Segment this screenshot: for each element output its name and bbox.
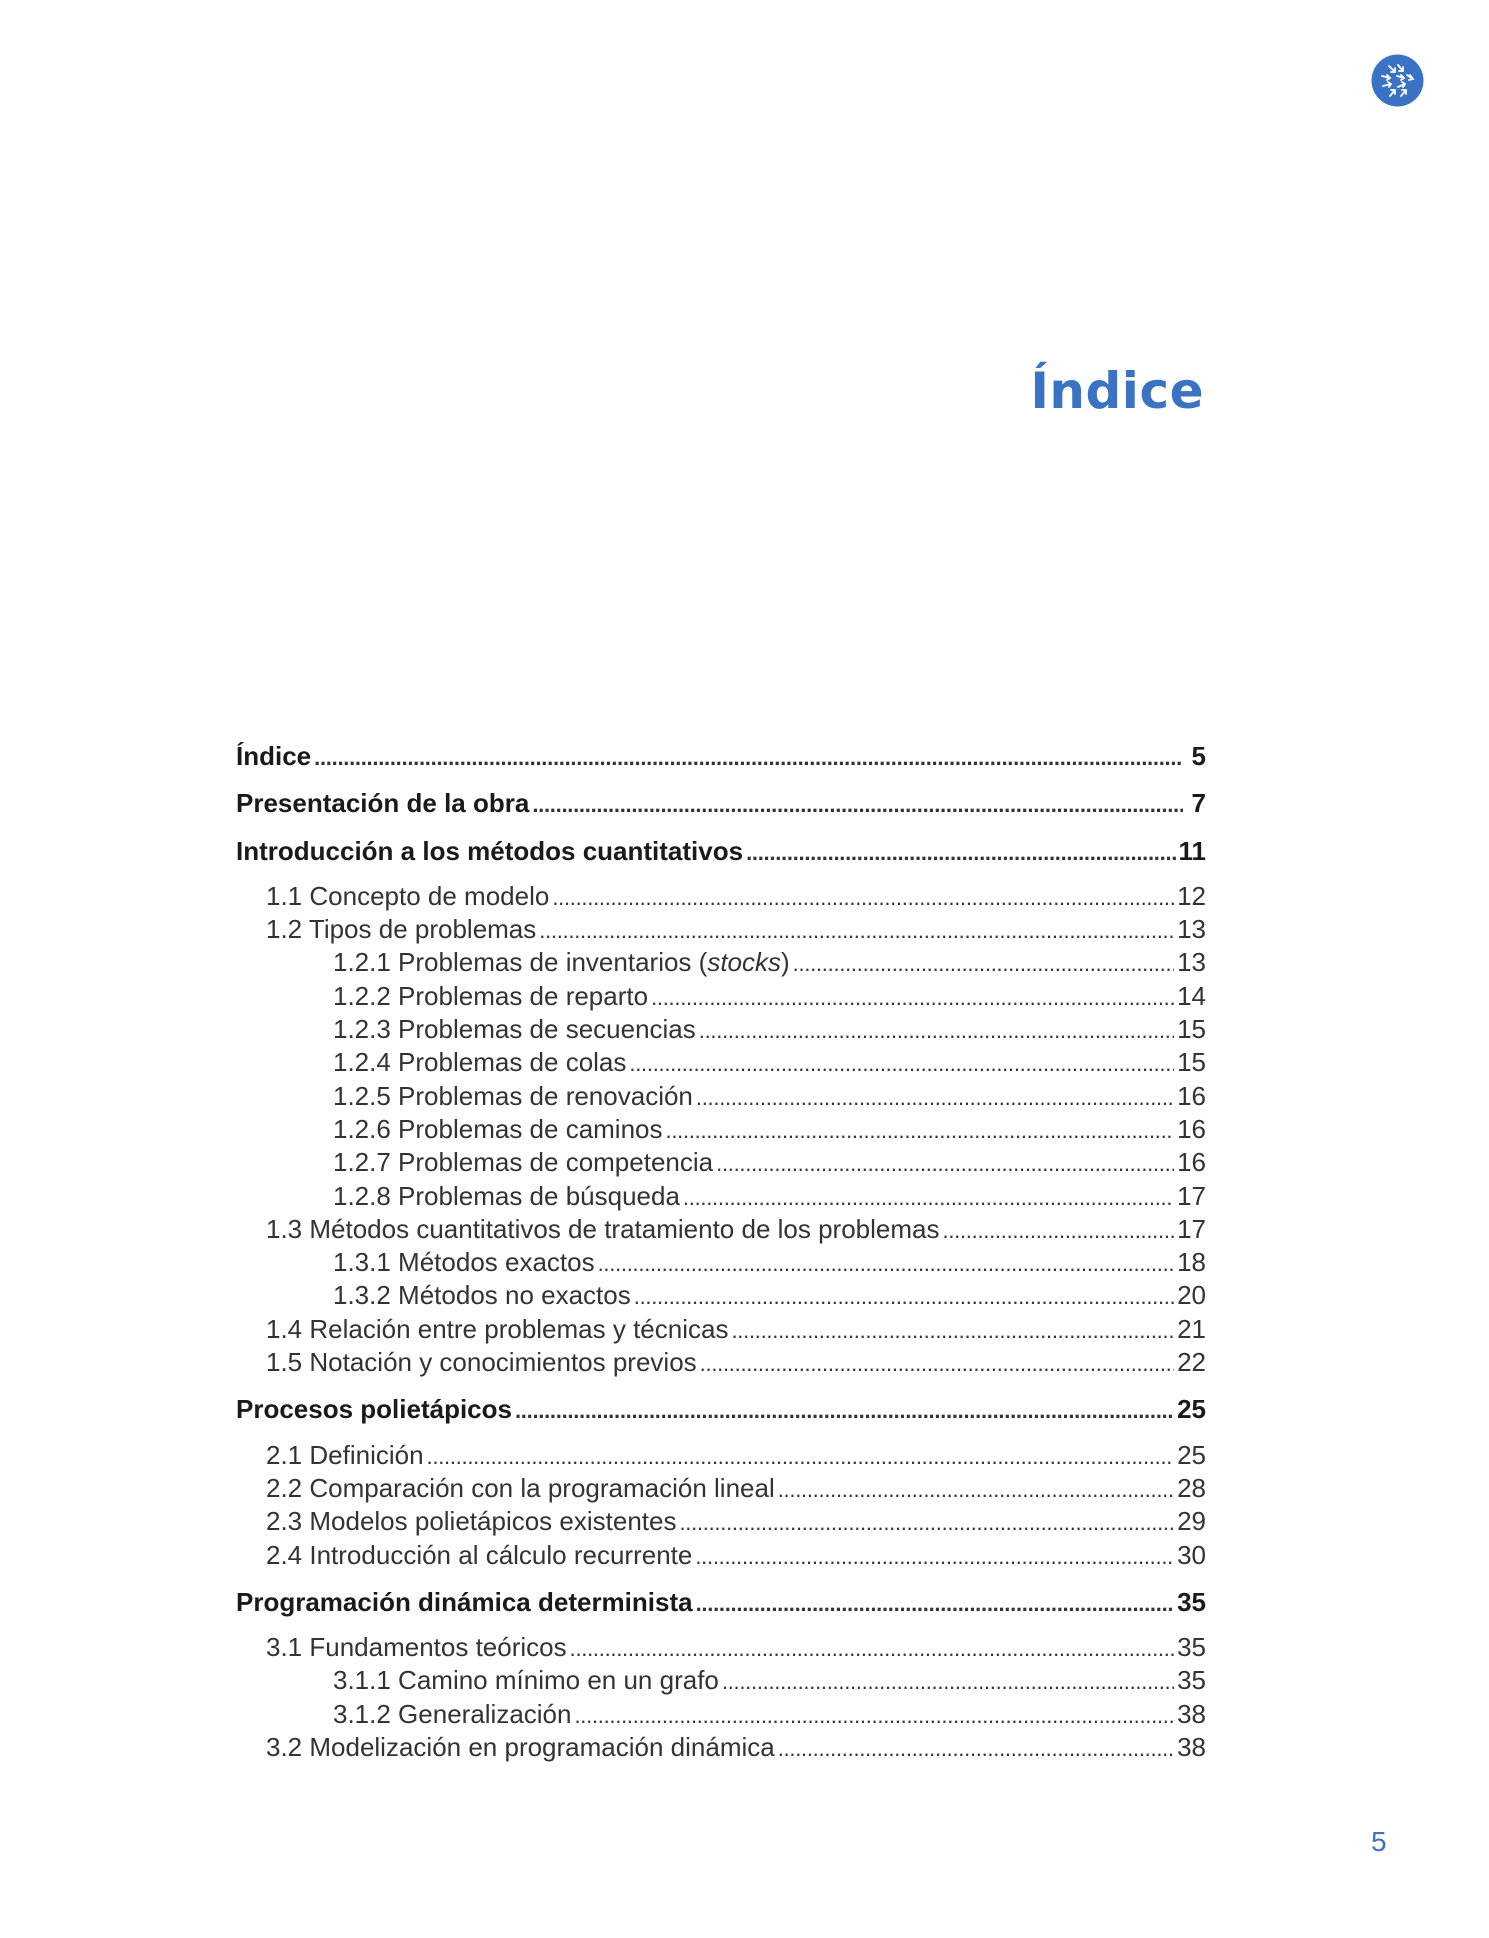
- dot-leader: [532, 787, 1183, 821]
- toc-entry-page: 13: [1177, 947, 1206, 978]
- toc-entry-page: 30: [1177, 1539, 1206, 1570]
- dot-leader: [699, 1013, 1174, 1047]
- toc-entry[interactable]: [236, 1113, 1206, 1146]
- toc-entry[interactable]: [236, 1246, 1206, 1279]
- toc-entry[interactable]: [236, 980, 1206, 1013]
- dot-leader: [943, 1213, 1175, 1247]
- toc-entry-title: 1.2.6 Problemas de caminos: [333, 1113, 663, 1144]
- toc-entry[interactable]: [236, 1313, 1206, 1346]
- toc-entry-title: 2.3 Modelos polietápicos existentes: [266, 1506, 677, 1537]
- toc-entry[interactable]: [236, 1080, 1206, 1113]
- toc-entry-page: 35: [1177, 1665, 1206, 1696]
- toc-entry[interactable]: [236, 1213, 1206, 1246]
- toc-entry-page: 22: [1177, 1347, 1206, 1378]
- toc-entry[interactable]: [236, 1013, 1206, 1046]
- toc-entry[interactable]: [236, 1146, 1206, 1179]
- dot-leader: [598, 1246, 1174, 1280]
- toc-entry-title: 1.1 Concepto de modelo: [266, 880, 550, 911]
- toc-entry-title: 3.1 Fundamentos teóricos: [266, 1632, 567, 1663]
- toc-entry-title: Programación dinámica determinista: [236, 1586, 693, 1617]
- toc-entry-page: 17: [1177, 1213, 1206, 1244]
- toc-entry-title: 1.2.1 Problemas de inventarios (stocks): [333, 947, 790, 978]
- dot-leader: [634, 1279, 1174, 1313]
- toc-entry-title: Índice: [236, 741, 312, 771]
- dot-leader: [574, 1698, 1174, 1732]
- toc-entry[interactable]: [236, 1046, 1206, 1079]
- toc-entry-page: 16: [1177, 1113, 1206, 1144]
- toc-entry[interactable]: [236, 1393, 1206, 1426]
- toc-entry-page: 38: [1177, 1732, 1206, 1763]
- toc-entry[interactable]: [236, 1631, 1206, 1664]
- toc-entry[interactable]: [236, 946, 1206, 979]
- toc-entry-title: 3.1.1 Camino mínimo en un grafo: [333, 1665, 719, 1696]
- toc-entry[interactable]: [236, 1731, 1206, 1764]
- toc-entry-title: 1.3 Métodos cuantitativos de tratamiento de los problemas: [266, 1213, 940, 1244]
- dot-leader: [552, 880, 1174, 914]
- toc-entry-page: 35: [1177, 1632, 1206, 1663]
- dot-leader: [716, 1146, 1174, 1180]
- dot-leader: [539, 913, 1174, 947]
- toc-entry-title: 2.2 Comparación con la programación lineal: [266, 1472, 775, 1503]
- toc-entry[interactable]: [236, 1279, 1206, 1312]
- dot-leader: [427, 1439, 1175, 1473]
- toc-entry-page: 25: [1177, 1394, 1206, 1425]
- toc-entry-title: 1.2.4 Problemas de colas: [333, 1047, 627, 1078]
- dot-leader: [651, 980, 1174, 1014]
- toc-entry-title: Presentación de la obra: [236, 788, 530, 819]
- dot-leader: [679, 1505, 1174, 1539]
- toc-entry-title: 3.1.2 Generalización: [333, 1698, 572, 1729]
- toc-entry-page: 12: [1177, 880, 1206, 911]
- toc-entry-title: Introducción a los métodos cuantitativos: [236, 835, 744, 866]
- dot-leader: [700, 1346, 1174, 1380]
- toc-entry[interactable]: [236, 787, 1206, 820]
- toc-entry[interactable]: [236, 1539, 1206, 1572]
- toc-entry[interactable]: [236, 880, 1206, 913]
- toc-entry-title: 1.5 Notación y conocimientos previos: [266, 1347, 697, 1378]
- page-number: 5: [1371, 1826, 1387, 1857]
- dot-leader: [696, 1586, 1174, 1620]
- toc-entry-page: 16: [1177, 1147, 1206, 1178]
- dot-leader: [731, 1313, 1174, 1347]
- toc-entry-title: 1.2.2 Problemas de reparto: [333, 980, 649, 1011]
- toc-entry-page: 28: [1177, 1472, 1206, 1503]
- toc-entry-page: 20: [1177, 1280, 1206, 1311]
- page-title: Índice: [1030, 362, 1204, 420]
- toc-entry-page: 25: [1177, 1439, 1206, 1470]
- dot-leader: [683, 1180, 1174, 1214]
- toc-entry-title: 1.2 Tipos de problemas: [266, 914, 537, 945]
- dot-leader: [778, 1472, 1174, 1506]
- dot-leader: [722, 1664, 1174, 1698]
- toc-entry-title: 1.2.8 Problemas de búsqueda: [333, 1180, 680, 1211]
- dot-leader: [666, 1113, 1175, 1147]
- dot-leader: [793, 946, 1174, 980]
- dot-leader: [314, 740, 1183, 774]
- toc-entry-page: 18: [1177, 1247, 1206, 1278]
- toc-entry-title: 1.3.2 Métodos no exactos: [333, 1280, 631, 1311]
- toc-entry[interactable]: [236, 1505, 1206, 1538]
- toc-entry-page: 17: [1177, 1180, 1206, 1211]
- table-of-contents: [236, 740, 1206, 1764]
- toc-entry[interactable]: [236, 1346, 1206, 1379]
- toc-entry-page: 16: [1177, 1080, 1206, 1111]
- toc-entry-title: 1.2.5 Problemas de renovación: [333, 1080, 693, 1111]
- dot-leader: [695, 1539, 1174, 1573]
- toc-entry-title: 2.4 Introducción al cálculo recurrente: [266, 1539, 693, 1570]
- toc-entry-title: 1.2.7 Problemas de competencia: [333, 1147, 714, 1178]
- toc-entry[interactable]: [236, 913, 1206, 946]
- arrows-circle-logo-icon: [1371, 54, 1424, 107]
- toc-entry[interactable]: [236, 1180, 1206, 1213]
- dot-leader: [696, 1080, 1174, 1114]
- toc-entry[interactable]: [236, 1586, 1206, 1619]
- toc-entry[interactable]: [236, 835, 1206, 868]
- toc-entry-page: 11: [1178, 835, 1206, 866]
- toc-entry-page: 35: [1177, 1586, 1206, 1617]
- toc-entry[interactable]: [236, 1439, 1206, 1472]
- toc-entry[interactable]: [236, 1472, 1206, 1505]
- toc-entry-page: 14: [1177, 980, 1206, 1011]
- toc-entry-page: 5: [1191, 741, 1206, 771]
- toc-entry-title: 1.3.1 Métodos exactos: [333, 1247, 595, 1278]
- toc-entry-title: 2.1 Definición: [266, 1439, 424, 1470]
- dot-leader: [746, 835, 1175, 869]
- toc-entry-page: 29: [1177, 1506, 1206, 1537]
- dot-leader: [570, 1631, 1174, 1665]
- toc-entry[interactable]: [236, 740, 1206, 773]
- toc-entry-page: 38: [1177, 1698, 1206, 1729]
- toc-entry-title: 1.4 Relación entre problemas y técnicas: [266, 1313, 729, 1344]
- dot-leader: [629, 1046, 1174, 1080]
- dot-leader: [778, 1731, 1174, 1765]
- toc-entry-page: 21: [1177, 1313, 1206, 1344]
- toc-entry-page: 15: [1177, 1014, 1206, 1045]
- dot-leader: [515, 1393, 1174, 1427]
- toc-entry[interactable]: [236, 1664, 1206, 1697]
- toc-entry-page: 7: [1191, 788, 1206, 819]
- toc-entry[interactable]: [236, 1698, 1206, 1731]
- toc-entry-title: 3.2 Modelización en programación dinámica: [266, 1732, 775, 1763]
- toc-entry-title: 1.2.3 Problemas de secuencias: [333, 1014, 696, 1045]
- toc-entry-page: 13: [1177, 914, 1206, 945]
- toc-entry-page: 15: [1177, 1047, 1206, 1078]
- toc-entry-title: Procesos polietápicos: [236, 1394, 512, 1425]
